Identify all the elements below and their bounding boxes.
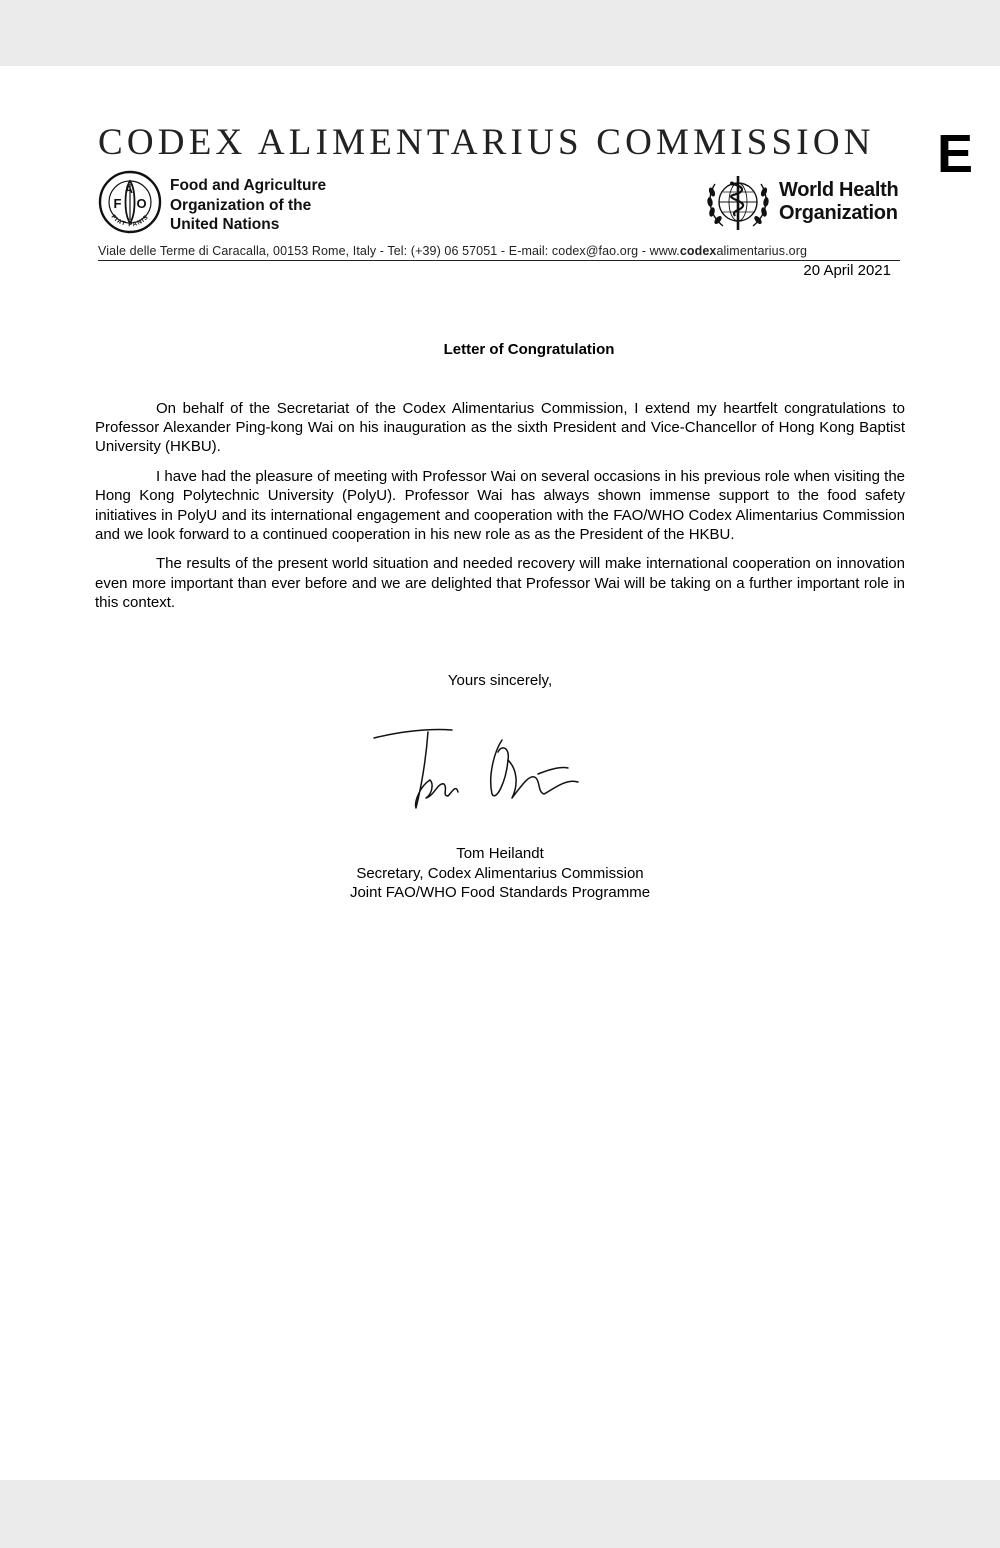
- body-paragraph: On behalf of the Secretariat of the Codex Alimentarius Commission, I extend my heartfelt congratulations to Professor Alexander Ping-kong Wai on his inauguration as the sixth President and Vice-Chancellor of Hong Kong Baptist University (HKBU).: [95, 400, 905, 456]
- fao-name-line: Food and Agriculture: [170, 177, 327, 194]
- who-name-line: World Health: [779, 179, 899, 201]
- letter-body: [95, 399, 905, 623]
- fao-name-line: Organization of the: [170, 196, 312, 214]
- handwritten-signature: [368, 722, 588, 822]
- fao-logo-icon: [98, 170, 162, 234]
- who-header: [703, 170, 903, 234]
- contact-website-bold: codex: [679, 244, 717, 258]
- signatory-block: [0, 844, 1000, 903]
- fao-name: [170, 176, 410, 235]
- signatory-title: Secretary, Codex Alimentarius Commission: [356, 864, 644, 882]
- svg-text:O: O: [136, 196, 147, 211]
- fao-motto: FIAT PANIS: [109, 213, 151, 229]
- body-paragraph: I have had the pleasure of meeting with Professor Wai on several occasions in his previous role when visiting the Hong Kong Polytechnic University (PolyU). Professor Wai has always shown immense support to the food safety initiatives in PolyU and its international engagement and cooperation with the FAO/WHO Codex Alimentarius Commission and we look forward to a continued cooperation in his new role as as the President of the HKBU.: [95, 468, 905, 543]
- language-marker: E: [937, 124, 974, 184]
- fao-name-line: United Nations: [170, 216, 280, 233]
- contact-website-rest: alimentarius.org: [716, 244, 808, 258]
- letter-date: 20 April 2021: [803, 262, 891, 279]
- who-name: [779, 179, 898, 225]
- contact-line: [98, 243, 900, 261]
- who-logo-icon: [703, 170, 773, 234]
- signatory-name: Tom Heilandt: [456, 845, 544, 862]
- commission-title: CODEX ALIMENTARIUS COMMISSION: [98, 122, 875, 163]
- signatory-programme: Joint FAO/WHO Food Standards Programme: [349, 884, 651, 901]
- svg-text:F: F: [113, 196, 122, 211]
- contact-text: Viale delle Terme di Caracalla, 00153 Rome, Italy - Tel: (+39) 06 57051 - E-mail: codex@fao.org - www.: [98, 244, 680, 258]
- closing-salutation: Yours sincerely,: [447, 672, 553, 689]
- who-name-line: Organization: [779, 202, 898, 224]
- letter-title: Letter of Congratulation: [443, 341, 615, 358]
- svg-text:A: A: [125, 184, 133, 196]
- body-paragraph: The results of the present world situation and needed recovery will make international cooperation on innovation even more important than ever before and we are delighted that Professor Wai will be taking on a further important role in this context.: [95, 555, 905, 611]
